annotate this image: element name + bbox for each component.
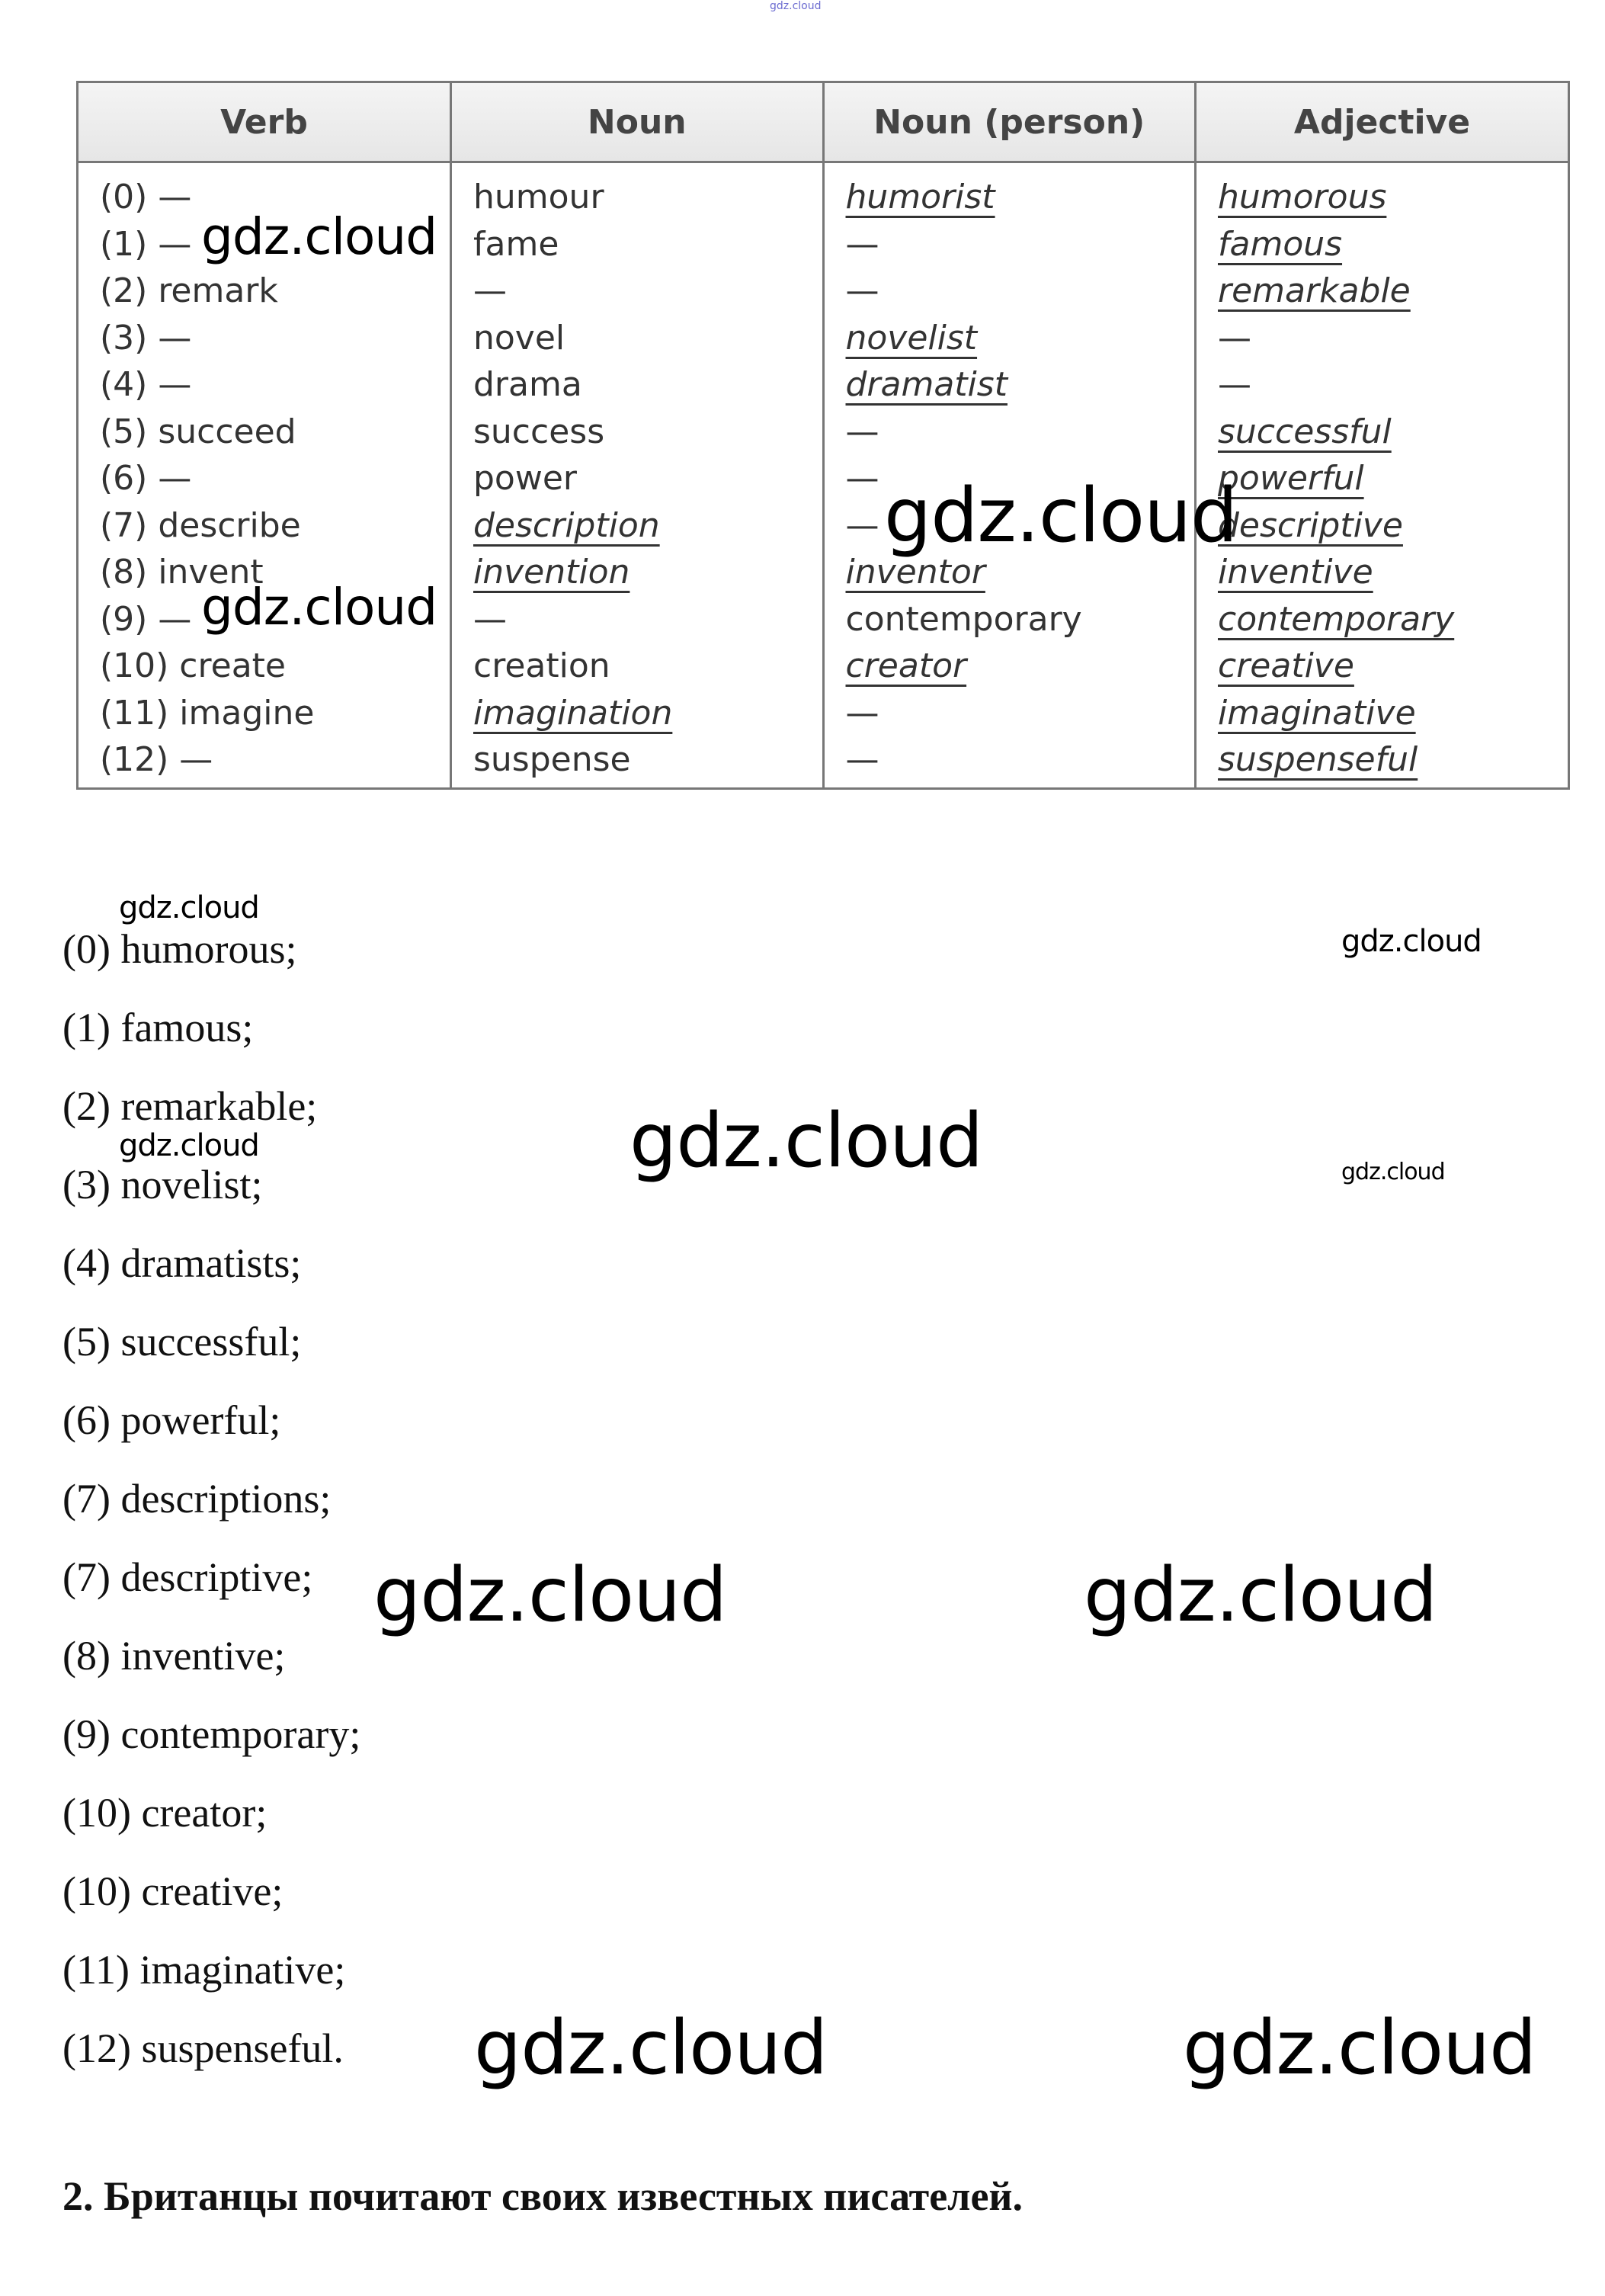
table-cell-adjective	[1218, 502, 1568, 550]
table-cell-person	[846, 596, 1195, 643]
cell-text: (2) remark	[100, 271, 278, 310]
cell-text: imaginative	[1218, 693, 1416, 733]
cell-text: contemporary	[1218, 599, 1455, 639]
cell-text: humorous	[1218, 178, 1387, 216]
adjective-column	[1196, 162, 1568, 788]
watermark: gdz.cloud	[1084, 1552, 1437, 1639]
table-cell-noun	[473, 690, 822, 737]
header-noun-person: Noun (person)	[823, 83, 1196, 162]
answer-item: (1) famous;	[62, 1005, 254, 1050]
cell-text: success	[473, 412, 605, 451]
table-cell-adjective	[1218, 596, 1568, 643]
cell-text: power	[473, 459, 577, 498]
answer-item: (12) suspenseful.	[62, 2025, 344, 2071]
cell-text: novelist	[845, 318, 978, 358]
table-cell-noun	[473, 315, 822, 362]
answer-item: (11) imaginative;	[62, 1947, 346, 1993]
cell-text: (4) —	[100, 365, 192, 404]
cell-text: —	[473, 271, 507, 310]
table-cell-person	[846, 361, 1195, 409]
cell-text: suspenseful	[1218, 740, 1418, 779]
table-cell-adjective	[1218, 315, 1568, 362]
cell-text: (6) —	[100, 459, 192, 498]
table-cell-adjective	[1218, 690, 1568, 737]
table-cell-person	[846, 409, 1195, 456]
table-cell-noun	[473, 361, 822, 409]
table-cell-verb	[100, 736, 450, 784]
table-cell-verb	[100, 409, 450, 456]
cell-text: —	[845, 412, 879, 451]
table-cell-noun	[473, 409, 822, 456]
cell-text: successful	[1218, 412, 1392, 451]
table-cell-noun	[473, 736, 822, 784]
section-heading: 2. Британцы почитают своих известных писателей.	[62, 2173, 1024, 2219]
table-header-row	[78, 83, 1568, 162]
cell-text: contemporary	[845, 599, 1082, 639]
table-cell-noun	[473, 643, 822, 690]
cell-text: —	[845, 459, 879, 498]
table-cell-person	[846, 268, 1195, 315]
answer-item: (8) inventive;	[62, 1633, 286, 1679]
watermark: gdz.cloud	[201, 578, 437, 637]
answer-item: (7) descriptive;	[62, 1554, 313, 1600]
answer-item: (6) powerful;	[62, 1397, 281, 1443]
table-cell-adjective	[1218, 361, 1568, 409]
table-cell-adjective	[1218, 174, 1568, 221]
table-cell-adjective	[1218, 221, 1568, 268]
header-noun: Noun	[451, 83, 824, 162]
table-cell-person	[846, 315, 1195, 362]
cell-text: suspense	[473, 740, 631, 779]
table-cell-person	[846, 174, 1195, 221]
answer-item: (3) novelist;	[62, 1162, 263, 1207]
table-cell-verb	[100, 690, 450, 737]
watermark: gdz.cloud	[884, 473, 1238, 560]
cell-text: drama	[473, 365, 582, 404]
table-cell-verb	[100, 502, 450, 550]
cell-text: (8) invent	[100, 553, 264, 592]
cell-text: descriptive	[1218, 505, 1403, 545]
table-cell-verb	[100, 361, 450, 409]
table-cell-noun	[473, 268, 822, 315]
header-verb: Verb	[78, 83, 451, 162]
watermark: gdz.cloud	[373, 1552, 727, 1639]
watermark: gdz.cloud	[201, 207, 437, 266]
cell-text: description	[473, 505, 660, 545]
cell-text: fame	[473, 224, 559, 264]
table-cell-noun	[473, 174, 822, 221]
watermark: gdz.cloud	[1341, 924, 1482, 959]
table-cell-adjective	[1218, 736, 1568, 784]
cell-text: humorist	[845, 178, 995, 216]
word-table	[78, 83, 1568, 787]
table-cell-noun	[473, 549, 822, 596]
table-cell-noun	[473, 502, 822, 550]
watermark: gdz.cloud	[630, 1098, 983, 1185]
cell-text: (1) —	[100, 224, 192, 264]
table-cell-person	[846, 643, 1195, 690]
cell-text: novel	[473, 318, 565, 358]
cell-text: —	[845, 224, 879, 264]
cell-text: —	[473, 599, 507, 639]
noun-column	[451, 162, 824, 788]
cell-text: —	[845, 693, 879, 733]
cell-text: (9) —	[100, 599, 192, 639]
table-cell-adjective	[1218, 643, 1568, 690]
cell-text: imagination	[473, 693, 673, 733]
cell-text: (5) succeed	[100, 412, 296, 451]
cell-text: creative	[1218, 646, 1354, 685]
cell-text: —	[845, 740, 879, 779]
cell-text: —	[1218, 318, 1251, 358]
cell-text: invention	[473, 553, 630, 592]
top-watermark: gdz.cloud	[770, 0, 822, 12]
cell-text: —	[1218, 365, 1251, 404]
table-cell-person	[846, 736, 1195, 784]
watermark: gdz.cloud	[1341, 1159, 1445, 1185]
table-cell-adjective	[1218, 409, 1568, 456]
table-cell-verb	[100, 455, 450, 502]
cell-text: remarkable	[1218, 271, 1411, 310]
answer-item: (9) contemporary;	[62, 1711, 361, 1757]
answer-item: (7) descriptions;	[62, 1476, 332, 1522]
answer-list	[62, 922, 360, 2100]
answer-item: (5) successful;	[62, 1319, 302, 1364]
cell-text: (10) create	[100, 646, 286, 685]
cell-text: —	[845, 505, 879, 545]
table-cell-verb	[100, 643, 450, 690]
table-cell-adjective	[1218, 549, 1568, 596]
cell-text: inventive	[1218, 553, 1373, 592]
cell-text: (12) —	[100, 740, 213, 779]
table-cell-person	[846, 690, 1195, 737]
watermark: gdz.cloud	[119, 890, 259, 925]
cell-text: famous	[1218, 224, 1343, 264]
cell-text: humour	[473, 178, 604, 216]
table-cell-adjective	[1218, 268, 1568, 315]
answer-item: (10) creative;	[62, 1868, 284, 1914]
answer-item: (0) humorous;	[62, 926, 297, 972]
table-cell-adjective	[1218, 455, 1568, 502]
table-cell-verb	[100, 315, 450, 362]
watermark: gdz.cloud	[1183, 2005, 1536, 2092]
cell-text: dramatist	[845, 365, 1008, 404]
watermark: gdz.cloud	[119, 1128, 259, 1163]
table-cell-verb	[100, 268, 450, 315]
header-adjective: Adjective	[1196, 83, 1568, 162]
table-cell-noun	[473, 596, 822, 643]
cell-text: creation	[473, 646, 610, 685]
cell-text: powerful	[1218, 459, 1364, 498]
cell-text: inventor	[845, 553, 985, 592]
cell-text: creator	[845, 646, 967, 685]
cell-text: (3) —	[100, 318, 192, 358]
cell-text: —	[845, 271, 879, 310]
watermark: gdz.cloud	[474, 2005, 828, 2092]
cell-text: (7) describe	[100, 505, 301, 545]
table-cell-person	[846, 221, 1195, 268]
answer-item: (2) remarkable;	[62, 1083, 318, 1129]
table-cell-noun	[473, 221, 822, 268]
table-cell-noun	[473, 455, 822, 502]
cell-text: (0) —	[100, 178, 192, 216]
answer-item: (10) creator;	[62, 1790, 268, 1836]
answer-item: (4) dramatists;	[62, 1240, 302, 1286]
word-formation-table	[76, 81, 1570, 790]
cell-text: (11) imagine	[100, 693, 315, 733]
